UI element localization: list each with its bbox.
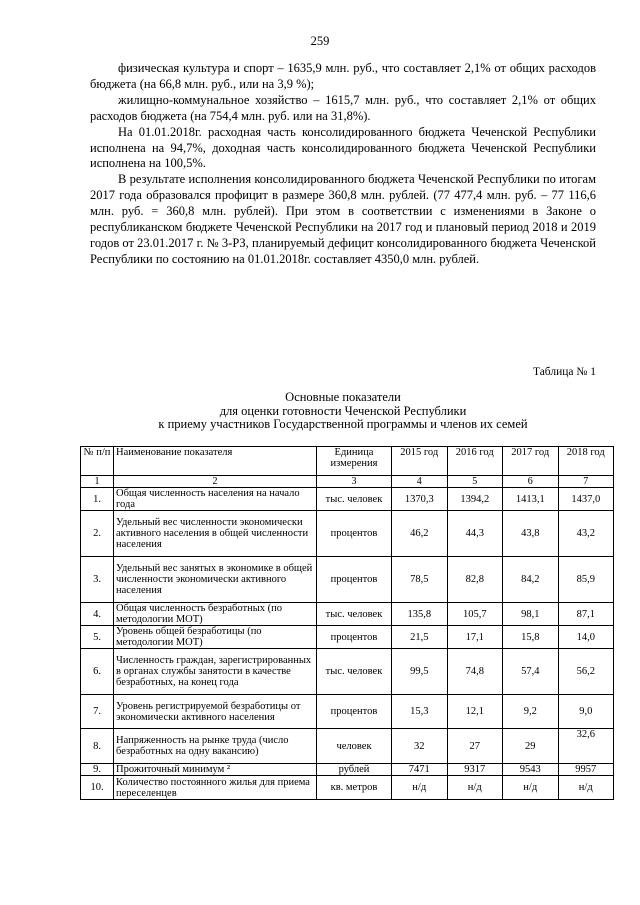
indicator-name: Прожиточный минимум ² [114, 764, 317, 776]
value-2015: н/д [392, 776, 448, 800]
unit-cell: человек [317, 729, 392, 764]
value-2015: 1370,3 [392, 488, 448, 511]
column-index: 6 [503, 476, 559, 488]
value-2015: 99,5 [392, 649, 448, 695]
value-2015: 15,3 [392, 695, 448, 729]
paragraph: На 01.01.2018г. расходная часть консолидированного бюджета Чеченской Республики исполнена на 94,7%, доходная часть консолидированного бюджета Чеченской Республики исполнена на 100,5%. [90, 124, 596, 171]
indicator-name: Численность граждан, зарегистрированных в органах службы занятости в качестве безработных, на конец года [114, 649, 317, 695]
indicator-name: Количество постоянного жилья для приема переселенцев [114, 776, 317, 800]
table-row [81, 695, 614, 729]
unit-cell: кв. метров [317, 776, 392, 800]
value-2017: 43,8 [503, 511, 559, 557]
value-2017: 84,2 [503, 557, 559, 603]
value-2017: н/д [503, 776, 559, 800]
value-2017: 29 [503, 729, 559, 764]
table-title-line: к приему участников Государственной программы и членов их семей [158, 417, 528, 431]
value-2015: 46,2 [392, 511, 448, 557]
indicator-name: Общая численность населения на начало года [114, 488, 317, 511]
header-year-2018: 2018 год [558, 447, 614, 476]
paragraph: жилищно-коммунальное хозяйство – 1615,7 млн. руб., что составляет 2,1% от общих расходов бюджета (на 754,4 млн. руб. или на 31,8%). [90, 92, 596, 123]
value-2016: 12,1 [447, 695, 503, 729]
table-row [81, 488, 614, 511]
value-2016: 17,1 [447, 626, 503, 649]
value-2018: 87,1 [558, 603, 614, 626]
table-row [81, 626, 614, 649]
value-2015: 78,5 [392, 557, 448, 603]
indicator-name: Уровень регистрируемой безработицы от экономически активного населения [114, 695, 317, 729]
value-2016: н/д [447, 776, 503, 800]
value-2016: 1394,2 [447, 488, 503, 511]
value-2016: 27 [447, 729, 503, 764]
row-number: 5. [81, 626, 114, 649]
indicator-name: Общая численность безработных (по методологии МОТ) [114, 603, 317, 626]
header-name: Наименование показателя [114, 447, 317, 476]
value-2018: 32,6 [558, 729, 614, 764]
value-2015: 21,5 [392, 626, 448, 649]
paragraph: В результате исполнения консолидированного бюджета Чеченской Республики по итогам 2017 года образовался профицит в размере 360,8 млн. рублей. (77 477,4 млн. руб. – 77 116,6 млн. руб. = 360,8 млн. рублей). При этом в соответствии с изменениями в Законе о республиканском бюджете Чеченской Республики на 2017 год и плановый период 2018 и 2019 годов от 23.01.2017 г. № 3-РЗ, планируемый дефицит консолидированного бюджета Чеченской Республики по состоянию на 01.01.2018г. составляет 4350,0 млн. рублей. [90, 172, 596, 266]
header-unit: Единица измерения [317, 447, 392, 476]
table-label: Таблица № 1 [532, 366, 596, 378]
unit-cell: процентов [317, 695, 392, 729]
table-body [81, 488, 614, 800]
table-title-line: для оценки готовности Чеченской Республики [219, 403, 467, 418]
table-row [81, 729, 614, 764]
value-2015: 32 [392, 729, 448, 764]
value-2017: 9,2 [503, 695, 559, 729]
value-2018: 85,9 [558, 557, 614, 603]
table-row [81, 649, 614, 695]
value-2016: 82,8 [447, 557, 503, 603]
table-title-line: Основные показатели [285, 390, 401, 404]
column-index: 3 [317, 476, 392, 488]
unit-cell: рублей [317, 764, 392, 776]
header-year-2017: 2017 год [503, 447, 559, 476]
value-2018: 1437,0 [558, 488, 614, 511]
row-number: 10. [81, 776, 114, 800]
row-number: 4. [81, 603, 114, 626]
column-index: 1 [81, 476, 114, 488]
value-2017: 1413,1 [503, 488, 559, 511]
value-2018: 9,0 [558, 695, 614, 729]
value-2015: 135,8 [392, 603, 448, 626]
table-row [81, 557, 614, 603]
unit-cell: процентов [317, 511, 392, 557]
row-number: 6. [81, 649, 114, 695]
header-num: № п/п [81, 447, 114, 476]
column-index-row [81, 476, 614, 488]
unit-cell: тыс. человек [317, 603, 392, 626]
indicator-name: Уровень общей безработицы (по методологии МОТ) [114, 626, 317, 649]
paragraph: физическая культура и спорт – 1635,9 млн. руб., что составляет 2,1% от общих расходов бюджета (на 66,8 млн. руб., или на 3,9 %); [90, 61, 596, 91]
page-number: 259 [310, 34, 330, 48]
row-number: 1. [81, 488, 114, 511]
column-index: 2 [114, 476, 317, 488]
indicator-name: Удельный вес занятых в экономике в общей численности экономически активного населения [114, 557, 317, 603]
table-row [81, 764, 614, 776]
indicators-table [80, 446, 614, 800]
row-number: 3. [81, 557, 114, 603]
table-header-row [81, 447, 614, 476]
table-title [90, 391, 596, 432]
value-2016: 9317 [447, 764, 503, 776]
table-row [81, 511, 614, 557]
row-number: 7. [81, 695, 114, 729]
column-index: 7 [558, 476, 614, 488]
value-2018: 9957 [558, 764, 614, 776]
value-2016: 74,8 [447, 649, 503, 695]
body-text [90, 61, 596, 268]
unit-cell: тыс. человек [317, 649, 392, 695]
value-2017: 9543 [503, 764, 559, 776]
header-year-2016: 2016 год [447, 447, 503, 476]
value-2016: 105,7 [447, 603, 503, 626]
value-2018: 14,0 [558, 626, 614, 649]
table-row [81, 776, 614, 800]
indicator-name: Напряженность на рынке труда (число безработных на одну вакансию) [114, 729, 317, 764]
table-row [81, 603, 614, 626]
indicator-name: Удельный вес численности экономически активного населения в общей численности населения [114, 511, 317, 557]
column-index: 4 [392, 476, 448, 488]
row-number: 8. [81, 729, 114, 764]
column-index: 5 [447, 476, 503, 488]
value-2015: 7471 [392, 764, 448, 776]
value-2018: 56,2 [558, 649, 614, 695]
value-2017: 15,8 [503, 626, 559, 649]
row-number: 9. [81, 764, 114, 776]
header-year-2015: 2015 год [392, 447, 448, 476]
value-2016: 44,3 [447, 511, 503, 557]
unit-cell: процентов [317, 557, 392, 603]
value-2017: 98,1 [503, 603, 559, 626]
unit-cell: процентов [317, 626, 392, 649]
value-2018: н/д [558, 776, 614, 800]
value-2017: 57,4 [503, 649, 559, 695]
value-2018: 43,2 [558, 511, 614, 557]
unit-cell: тыс. человек [317, 488, 392, 511]
row-number: 2. [81, 511, 114, 557]
